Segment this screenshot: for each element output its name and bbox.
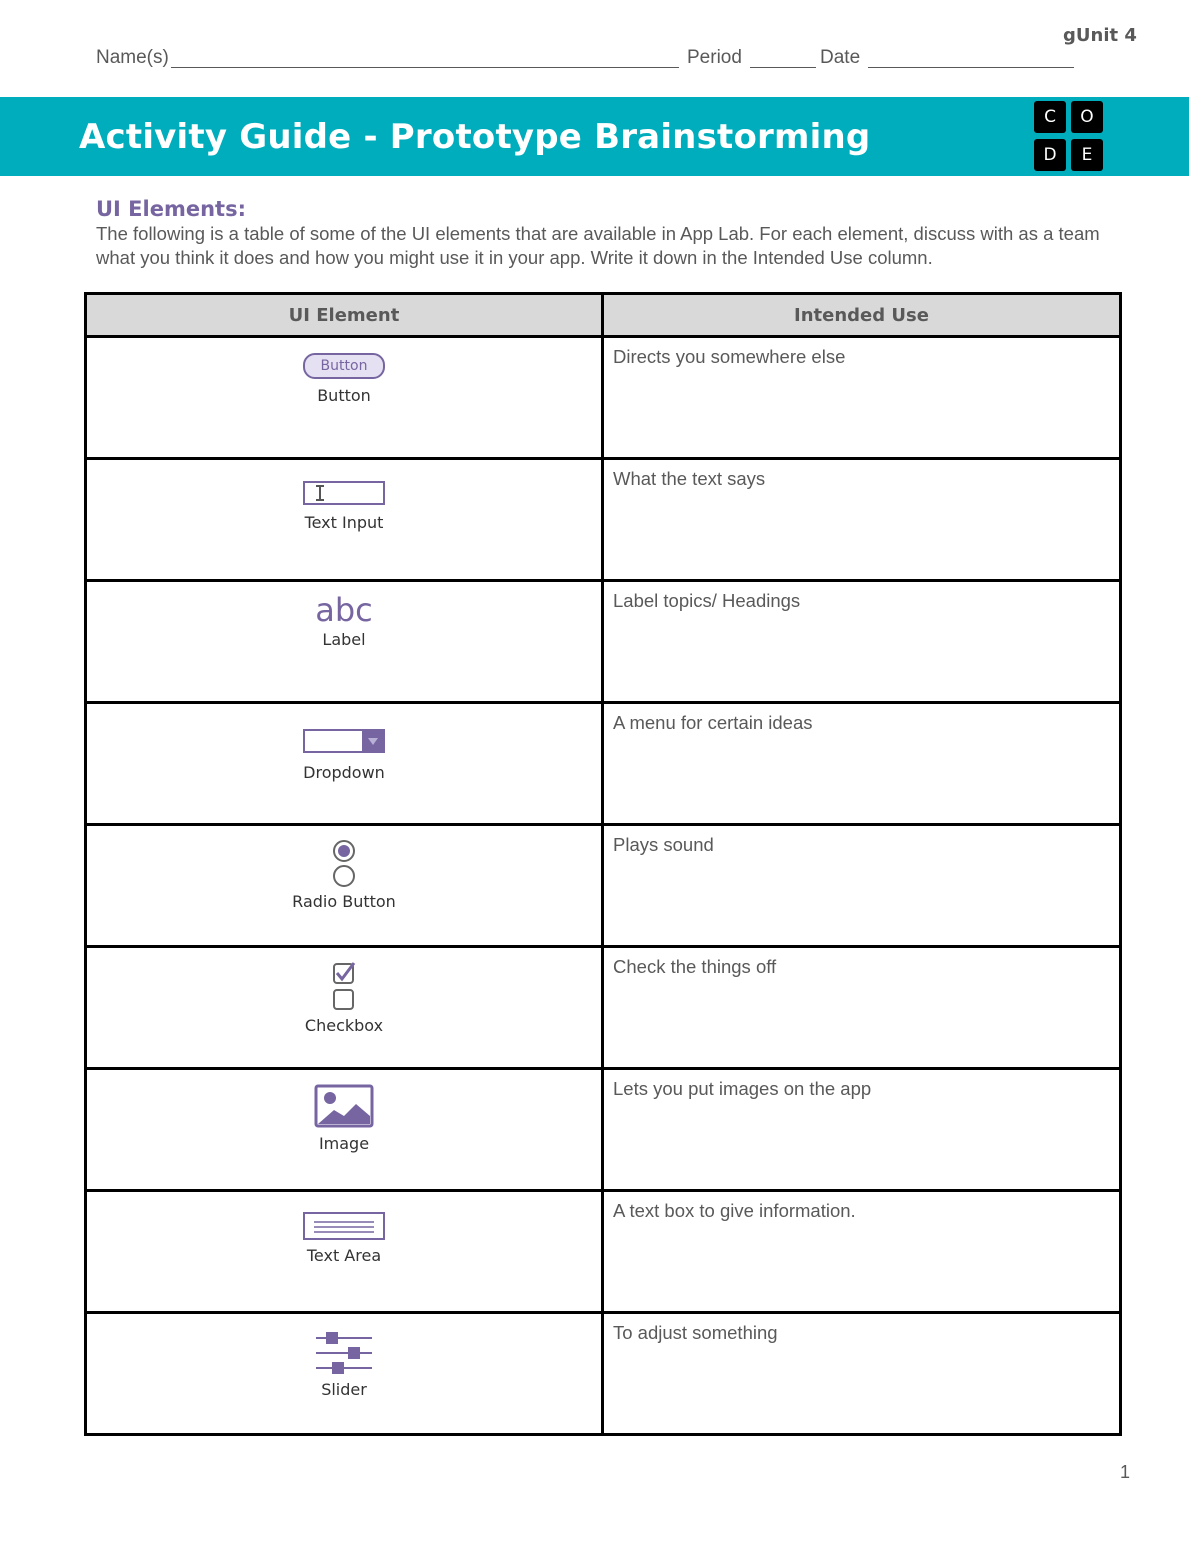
intended-use-cell[interactable]: Label topics/ Headings (603, 581, 1121, 703)
logo-letter: E (1071, 139, 1103, 171)
table-row (86, 1313, 1121, 1435)
table-row (86, 581, 1121, 703)
element-label: Text Area (306, 1246, 382, 1265)
title-banner (0, 97, 1189, 176)
element-label: Text Input (304, 513, 384, 532)
period-field[interactable] (750, 67, 816, 68)
table-row (86, 703, 1121, 825)
image-icon (314, 1084, 374, 1128)
checkbox-icon (331, 960, 357, 1012)
element-cell (86, 459, 603, 581)
element-cell (86, 703, 603, 825)
table-row (86, 337, 1121, 459)
element-cell (86, 1191, 603, 1313)
ui-elements-table (84, 292, 1122, 1436)
text-input-icon (302, 480, 386, 506)
period-label: Period (687, 47, 742, 68)
element-label: Image (318, 1134, 370, 1153)
label-icon: abc (315, 591, 373, 629)
element-label: Checkbox (304, 1016, 384, 1035)
slider-icon (314, 1330, 374, 1376)
table-row (86, 947, 1121, 1069)
logo-letter: O (1071, 101, 1103, 133)
button-icon: Button (303, 353, 385, 379)
element-cell (86, 1313, 603, 1435)
name-period-date-line (96, 47, 1076, 71)
element-cell (86, 1069, 603, 1191)
intro-text: The following is a table of some of the UI elements that are available in App Lab. For each element, discuss with as a team what you think it does and how you might use it in your app. Write it down in the Intended Use column. (96, 223, 1100, 268)
dropdown-icon (302, 728, 386, 754)
intended-use-cell[interactable]: Plays sound (603, 825, 1121, 947)
element-cell (86, 947, 603, 1069)
logo-letter: C (1034, 101, 1066, 133)
element-label: Button (317, 386, 371, 405)
element-label: Radio Button (292, 892, 396, 911)
element-label: Slider (321, 1380, 367, 1399)
intended-use-cell[interactable]: A menu for certain ideas (603, 703, 1121, 825)
element-cell (86, 825, 603, 947)
header-intended-use: Intended Use (603, 294, 1121, 337)
intended-use-cell[interactable]: Lets you put images on the app (603, 1069, 1121, 1191)
intended-use-cell[interactable]: To adjust something (603, 1313, 1121, 1435)
radio-button-icon (331, 838, 357, 888)
table-row (86, 825, 1121, 947)
table-row (86, 1069, 1121, 1191)
intended-use-cell[interactable]: A text box to give information. (603, 1191, 1121, 1313)
date-field[interactable] (868, 67, 1074, 68)
code-logo (1034, 101, 1104, 173)
name-field[interactable] (171, 67, 679, 68)
element-cell (86, 581, 603, 703)
intended-use-cell[interactable]: Check the things off (603, 947, 1121, 1069)
element-cell (86, 337, 603, 459)
intended-use-cell[interactable]: Directs you somewhere else (603, 337, 1121, 459)
table-row (86, 1191, 1121, 1313)
date-label: Date (820, 47, 861, 68)
section-title: UI Elements: (96, 197, 246, 221)
intended-use-cell[interactable]: What the text says (603, 459, 1121, 581)
element-label: Label (322, 630, 366, 649)
unit-label: gUnit 4 (1063, 25, 1137, 46)
name-label: Name(s) (96, 47, 169, 68)
page-title: Activity Guide - Prototype Brainstorming (79, 117, 871, 157)
logo-letter: D (1034, 139, 1066, 171)
element-label: Dropdown (303, 763, 385, 782)
page-number: 1 (1120, 1462, 1131, 1482)
text-area-icon (302, 1211, 386, 1241)
header-ui-element: UI Element (86, 294, 603, 337)
table-row (86, 459, 1121, 581)
table-header-row (86, 294, 1121, 337)
